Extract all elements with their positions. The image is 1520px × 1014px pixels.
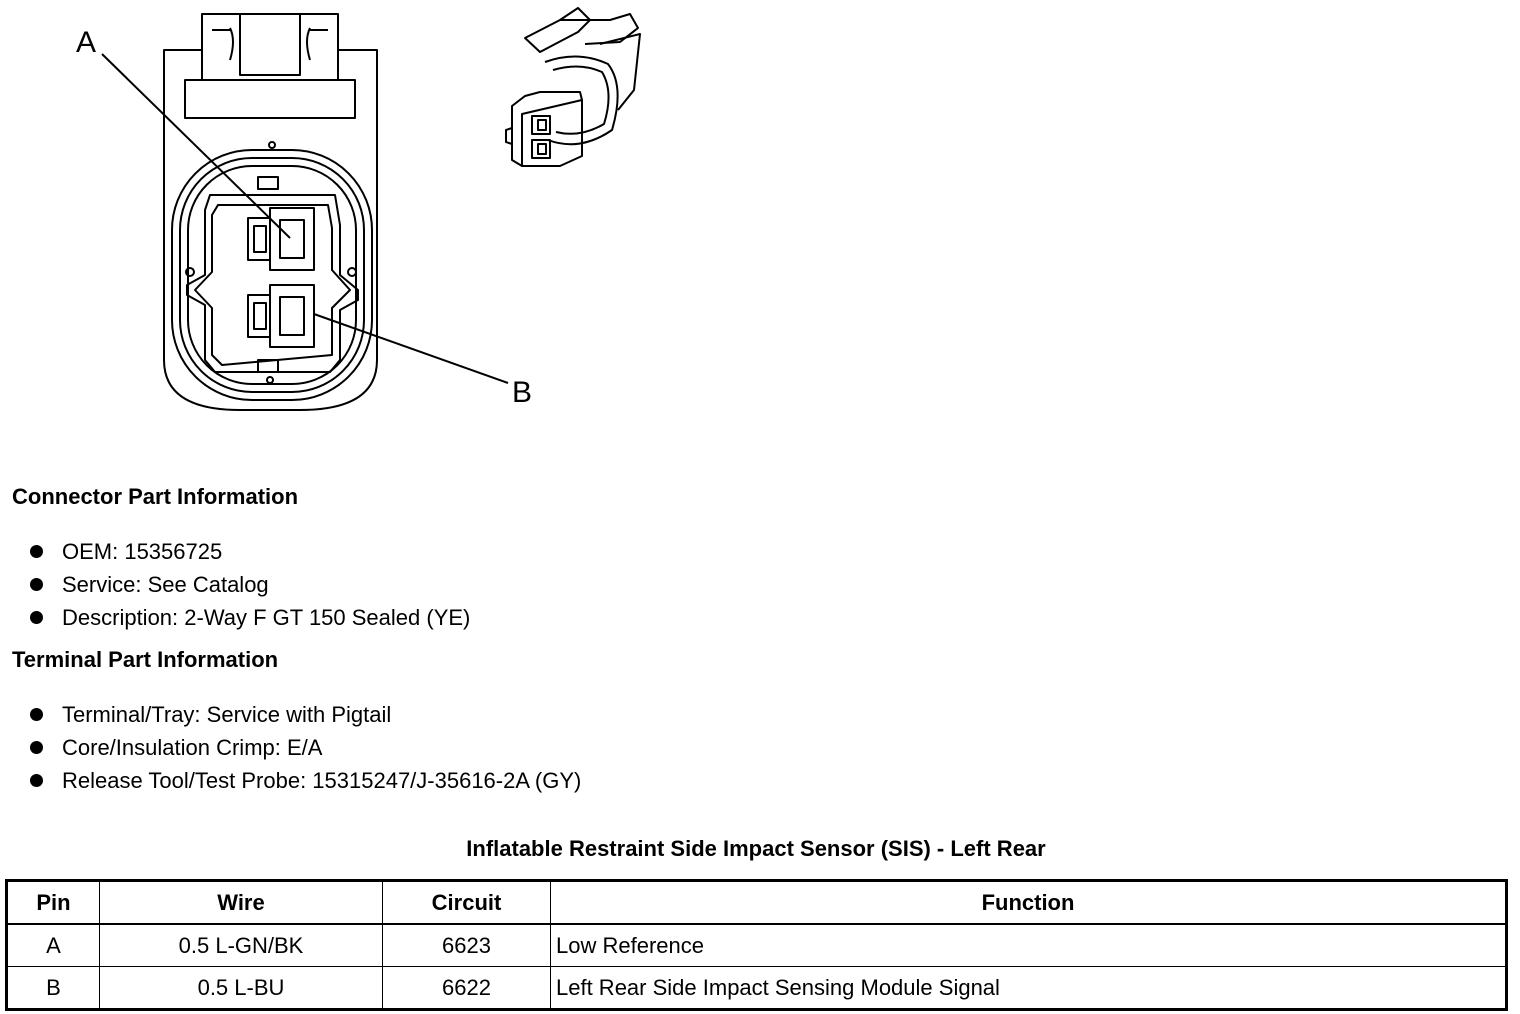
table-row: [7, 967, 1507, 1010]
callout-b-label: B: [512, 376, 533, 409]
connector-isometric-view: [506, 8, 640, 166]
cell-circuit: 6622: [383, 967, 551, 1010]
list-item: [28, 698, 581, 731]
list-item-text: Release Tool/Test Probe: 15315247/J-35616-2A (GY): [62, 768, 582, 793]
bullet-icon: [30, 708, 43, 721]
callout-a-label: A: [76, 26, 97, 59]
bullet-icon: [30, 545, 43, 558]
cell-pin: B: [7, 967, 100, 1010]
list-item-text: Service: See Catalog: [62, 572, 269, 597]
list-item: [28, 535, 470, 568]
list-item: [28, 731, 581, 764]
cell-function: Left Rear Side Impact Sensing Module Signal: [551, 967, 1507, 1010]
list-item: [28, 601, 470, 634]
cell-wire: 0.5 L-GN/BK: [100, 924, 383, 967]
column-header-pin: Pin: [7, 881, 100, 925]
connector-part-info-list: [28, 535, 470, 634]
callout-b-leader: [314, 314, 508, 383]
terminal-part-info-list: [28, 698, 581, 797]
terminal-cavity-b: [270, 285, 314, 347]
connector-part-info-heading: Connector Part Information: [12, 484, 299, 509]
list-item-text: OEM: 15356725: [62, 539, 223, 564]
terminal-cavity-a: [270, 208, 314, 270]
list-item-text: Core/Insulation Crimp: E/A: [62, 735, 323, 760]
table-header-row: [7, 881, 1507, 925]
bullet-icon: [30, 611, 43, 624]
connector-diagram: [0, 0, 680, 440]
list-item: [28, 568, 470, 601]
list-item: [28, 764, 581, 797]
list-item-text: Terminal/Tray: Service with Pigtail: [62, 702, 392, 727]
bullet-icon: [30, 578, 43, 591]
cell-pin: A: [7, 924, 100, 967]
terminal-part-info-heading: Terminal Part Information: [12, 647, 279, 672]
cell-wire: 0.5 L-BU: [100, 967, 383, 1010]
callout-a-leader: [102, 54, 290, 238]
column-header-wire: Wire: [100, 881, 383, 925]
cell-circuit: 6623: [383, 924, 551, 967]
pinout-table-title: Inflatable Restraint Side Impact Sensor (SIS) - Left Rear: [466, 836, 1046, 861]
table-row: [7, 924, 1507, 967]
cell-function: Low Reference: [551, 924, 1507, 967]
column-header-circuit: Circuit: [383, 881, 551, 925]
list-item-text: Description: 2-Way F GT 150 Sealed (YE): [62, 605, 471, 630]
bullet-icon: [30, 741, 43, 754]
column-header-function: Function: [551, 881, 1507, 925]
pinout-table: [5, 879, 1508, 1011]
bullet-icon: [30, 774, 43, 787]
